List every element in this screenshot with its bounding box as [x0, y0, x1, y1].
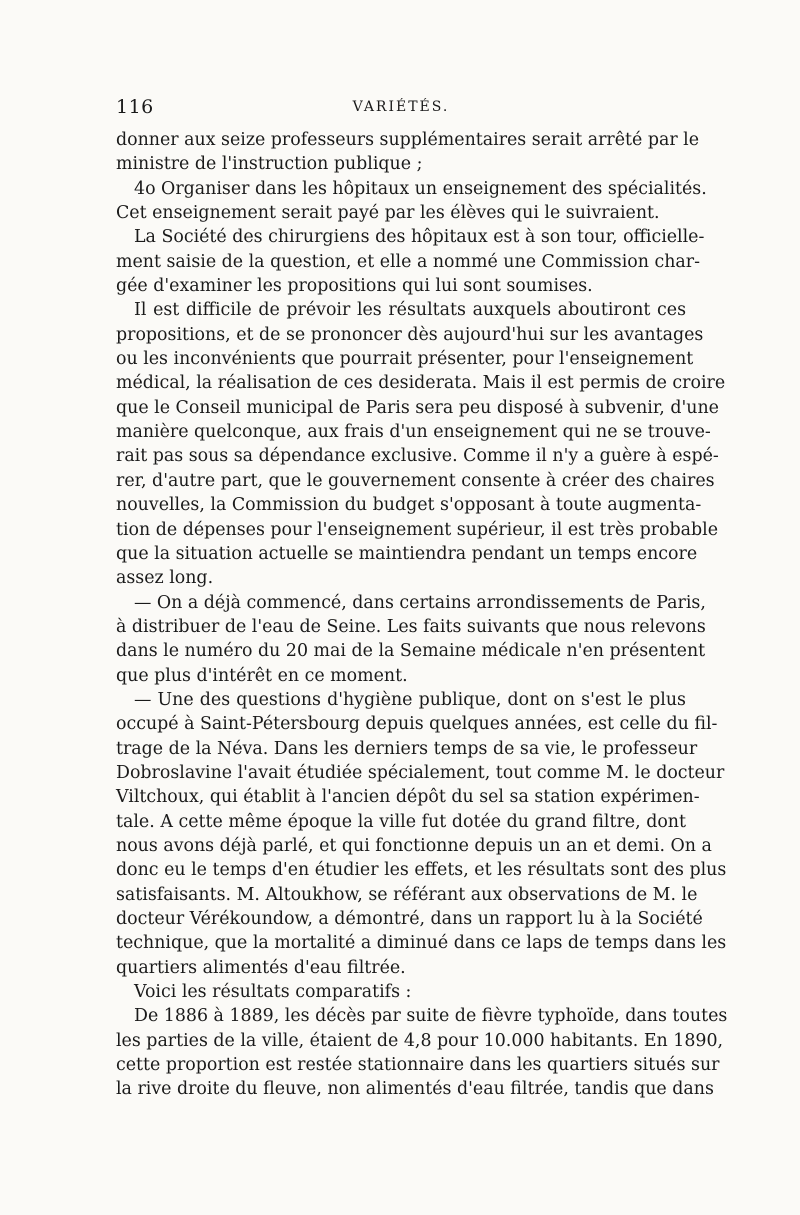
text-line: ou les inconvénients que pourrait présenter, pour l'enseignement: [116, 349, 694, 370]
text-line: tale. A cette même époque la ville fut dotée du grand filtre, dont: [116, 811, 686, 832]
text-line: cette proportion est restée stationnaire dans les quartiers situés sur: [116, 1055, 720, 1076]
text-line: satisfaisants. M. Altoukhow, se référant aux observations de M. le: [116, 884, 698, 905]
text-line: nouvelles, la Commission du budget s'opposant à toute augmenta-: [116, 495, 702, 516]
text-line: technique, que la mortalité a diminué dans ce laps de temps dans les: [116, 933, 727, 954]
body-text: [116, 128, 728, 1102]
text-line: dans le numéro du 20 mai de la Semaine médicale n'en présentent: [116, 641, 706, 662]
text-line: docteur Vérékoundow, a démontré, dans un rapport lu à la Société: [116, 909, 703, 929]
text-line: la rive droite du fleuve, non alimentés d'eau filtrée, tandis que dans: [116, 1079, 714, 1100]
text-line: Cet enseignement serait payé par les élèves qui le suivraient.: [116, 203, 660, 224]
text-line: que la situation actuelle se maintiendra pendant un temps encore: [116, 543, 698, 564]
page-number: 116: [116, 96, 154, 118]
text-line: ministre de l'instruction publique ;: [116, 154, 423, 175]
running-title: VARIÉTÉS.: [352, 99, 450, 115]
text-line: médical, la réalisation de ces desiderata. Mais il est permis de croire: [116, 373, 726, 394]
text-line: tion de dépenses pour l'enseignement supérieur, il est très probable: [116, 519, 719, 540]
text-line: donc eu le temps d'en étudier les effets, et les résultats sont des plus: [116, 860, 727, 881]
text-line: propositions, et de se prononcer dès aujourd'hui sur les avantages: [116, 324, 704, 345]
text-line: manière quelconque, aux frais d'un enseignement qui ne se trouve-: [116, 422, 711, 443]
text-line: trage de la Néva. Dans les derniers temps de sa vie, le professeur: [116, 738, 698, 759]
text-line: Dobroslavine l'avait étudiée spécialement, tout comme M. le docteur: [116, 762, 725, 783]
text-line: assez long.: [116, 568, 214, 589]
text-line: Voici les résultats comparatifs :: [134, 982, 412, 1003]
text-line: rait pas sous sa dépendance exclusive. Comme il n'y a guère à espé-: [116, 446, 719, 467]
text-line: occupé à Saint-Pétersbourg depuis quelques années, est celle du fil-: [116, 714, 718, 735]
text-line: La Société des chirurgiens des hôpitaux est à son tour, officielle-: [134, 227, 705, 248]
text-line: De 1886 à 1889, les décès par suite de fièvre typhoïde, dans toutes: [134, 1006, 728, 1027]
text-line: — On a déjà commencé, dans certains arrondissements de Paris,: [134, 592, 706, 613]
text-line: donner aux seize professeurs supplémentaires serait arrêté par le: [116, 130, 700, 150]
text-line: Viltchoux, qui établit à l'ancien dépôt du sel sa station expérimen-: [116, 787, 700, 808]
text-line: quartiers alimentés d'eau filtrée.: [116, 957, 406, 978]
text-line: les parties de la ville, étaient de 4,8 pour 10.000 habitants. En 1890,: [116, 1030, 724, 1051]
text-line: ment saisie de la question, et elle a nommé une Commission char-: [116, 251, 700, 272]
text-line: gée d'examiner les propositions qui lui sont soumises.: [116, 276, 593, 297]
text-line: 4o Organiser dans les hôpitaux un enseignement des spécialités.: [134, 178, 707, 199]
text-line: nous avons déjà parlé, et qui fonctionne depuis un an et demi. On a: [116, 835, 712, 856]
page-header: [116, 96, 686, 124]
text-line: à distribuer de l'eau de Seine. Les faits suivants que nous relevons: [116, 616, 706, 637]
text-line: que plus d'intérêt en ce moment.: [116, 665, 408, 686]
text-line: Il est difficile de prévoir les résultats auxquels aboutiront ces: [134, 300, 686, 321]
text-line: que le Conseil municipal de Paris sera peu disposé à subvenir, d'une: [116, 397, 719, 418]
text-line: — Une des questions d'hygiène publique, dont on s'est le plus: [134, 689, 686, 710]
text-line: rer, d'autre part, que le gouvernement consente à créer des chaires: [116, 470, 715, 491]
